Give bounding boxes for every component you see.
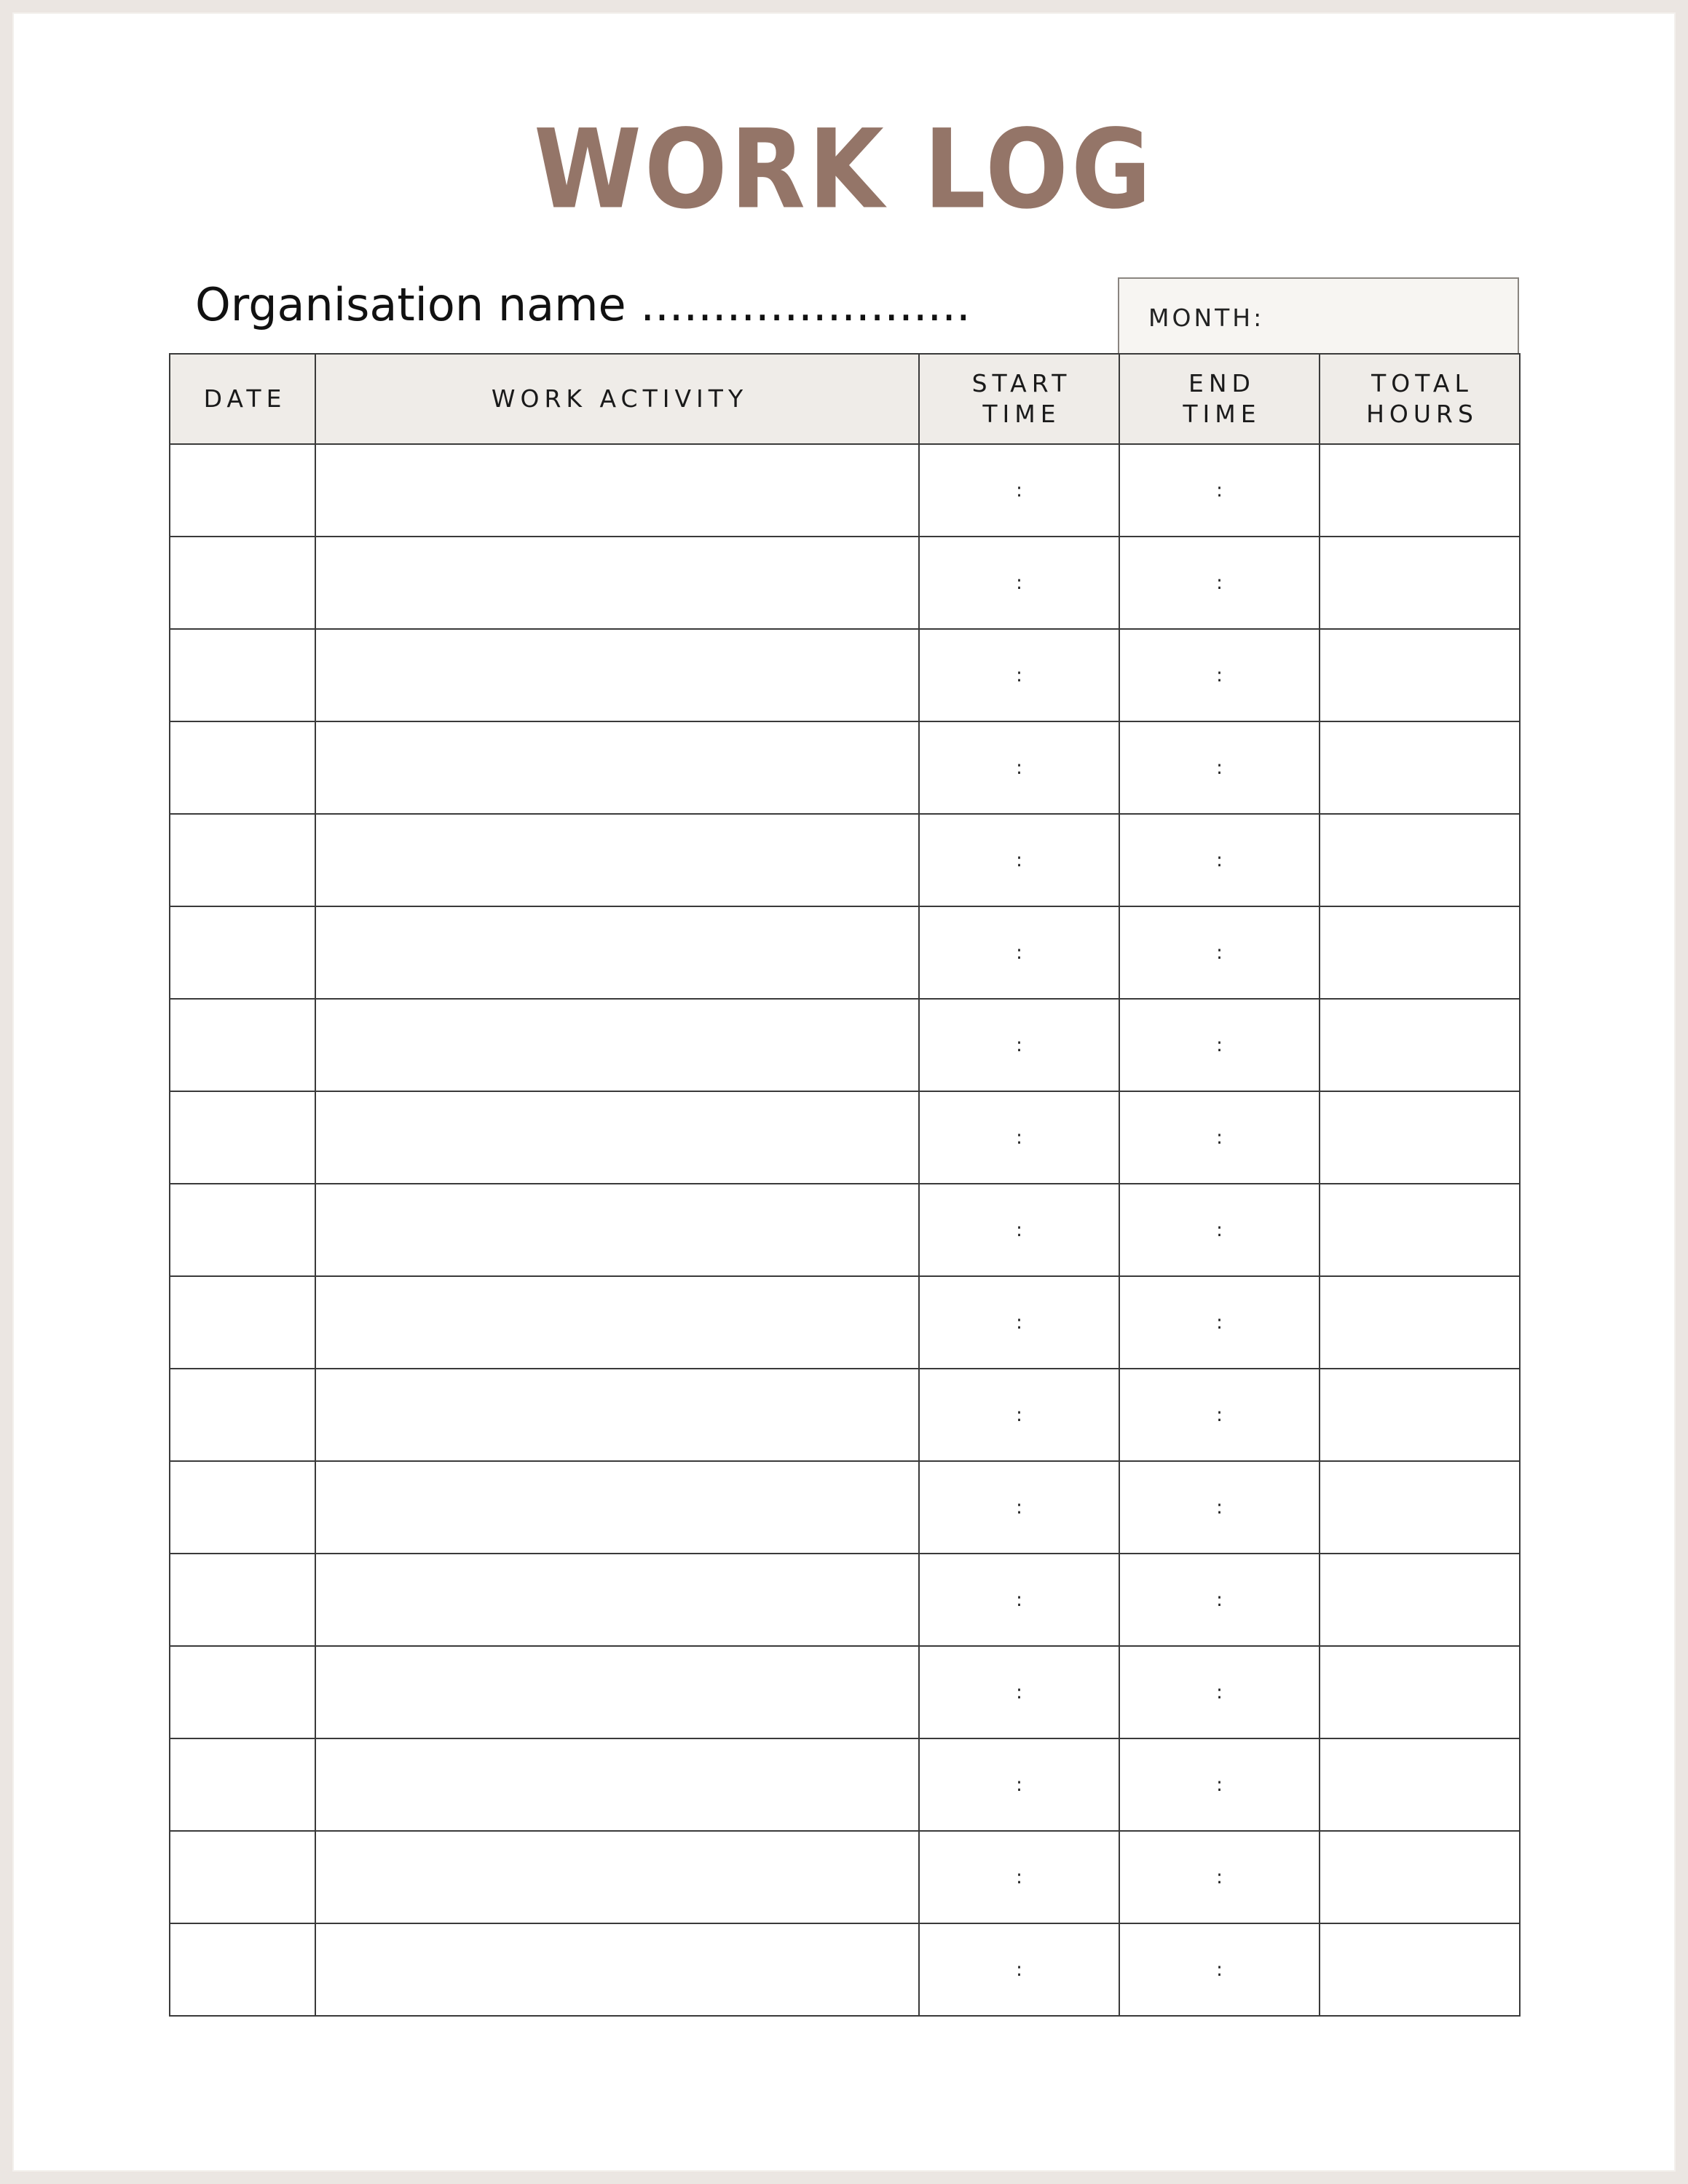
end-time-cell[interactable] (1119, 1184, 1320, 1276)
date-cell[interactable] (170, 1369, 315, 1461)
time-separator: : (1016, 1773, 1022, 1796)
table-row (170, 1461, 1520, 1554)
time-separator: : (1216, 1404, 1223, 1426)
time-separator: : (1016, 1958, 1022, 1981)
table-row (170, 537, 1520, 629)
date-cell[interactable] (170, 1091, 315, 1184)
table-header-row (170, 354, 1520, 444)
start-time-cell[interactable] (919, 1554, 1119, 1646)
work-activity-cell[interactable] (315, 1923, 919, 2016)
time-separator: : (1216, 571, 1223, 594)
work-activity-cell[interactable] (315, 629, 919, 721)
work-activity-cell[interactable] (315, 1184, 919, 1276)
work-activity-cell[interactable] (315, 1831, 919, 1923)
table-body (170, 444, 1520, 2016)
time-separator: : (1016, 1034, 1022, 1056)
time-separator: : (1016, 664, 1022, 687)
time-separator: : (1016, 756, 1022, 779)
total-hours-cell[interactable] (1320, 1923, 1520, 2016)
start-time-cell[interactable] (919, 629, 1119, 721)
time-separator: : (1016, 1496, 1022, 1519)
time-separator: : (1216, 1681, 1223, 1704)
table-row (170, 1276, 1520, 1369)
work-activity-cell[interactable] (315, 1276, 919, 1369)
total-hours-cell[interactable] (1320, 999, 1520, 1091)
end-time-cell[interactable] (1119, 1461, 1320, 1554)
time-separator: : (1016, 1126, 1022, 1149)
start-time-cell[interactable] (919, 999, 1119, 1091)
total-hours-cell[interactable] (1320, 1646, 1520, 1738)
time-separator: : (1216, 1866, 1223, 1888)
date-cell[interactable] (170, 1184, 315, 1276)
time-separator: : (1216, 1219, 1223, 1241)
time-separator: : (1216, 1496, 1223, 1519)
end-time-cell[interactable] (1119, 1646, 1320, 1738)
date-cell[interactable] (170, 721, 315, 814)
work-activity-cell[interactable] (315, 1091, 919, 1184)
total-hours-cell[interactable] (1320, 1184, 1520, 1276)
start-time-cell[interactable] (919, 1923, 1119, 2016)
start-time-cell[interactable] (919, 444, 1119, 537)
end-time-cell[interactable] (1119, 721, 1320, 814)
work-activity-cell[interactable] (315, 906, 919, 999)
end-time-cell[interactable] (1119, 1369, 1320, 1461)
table-row (170, 721, 1520, 814)
start-time-cell[interactable] (919, 1831, 1119, 1923)
date-cell[interactable] (170, 537, 315, 629)
table-row (170, 444, 1520, 537)
time-separator: : (1216, 664, 1223, 687)
total-hours-cell[interactable] (1320, 906, 1520, 999)
total-hours-cell[interactable] (1320, 629, 1520, 721)
table-row (170, 1554, 1520, 1646)
date-cell[interactable] (170, 629, 315, 721)
end-time-cell[interactable] (1119, 906, 1320, 999)
total-hours-cell[interactable] (1320, 537, 1520, 629)
date-cell[interactable] (170, 444, 315, 537)
month-label: MONTH: (1148, 304, 1265, 332)
total-hours-cell[interactable] (1320, 1091, 1520, 1184)
start-time-cell[interactable] (919, 1461, 1119, 1554)
table-row (170, 1831, 1520, 1923)
time-separator: : (1016, 1219, 1022, 1241)
column-header-start-time: START TIME (919, 354, 1119, 444)
end-time-cell[interactable] (1119, 444, 1320, 537)
end-time-cell[interactable] (1119, 1554, 1320, 1646)
date-cell[interactable] (170, 1923, 315, 2016)
start-time-cell[interactable] (919, 1184, 1119, 1276)
table-row (170, 1091, 1520, 1184)
time-separator: : (1216, 941, 1223, 964)
date-cell[interactable] (170, 1831, 315, 1923)
end-time-cell[interactable] (1119, 537, 1320, 629)
date-cell[interactable] (170, 999, 315, 1091)
time-separator: : (1216, 1034, 1223, 1056)
time-separator: : (1216, 1588, 1223, 1611)
end-time-cell[interactable] (1119, 1276, 1320, 1369)
date-cell[interactable] (170, 1461, 315, 1554)
table-row (170, 1738, 1520, 1831)
date-cell[interactable] (170, 814, 315, 906)
total-hours-cell[interactable] (1320, 444, 1520, 537)
work-activity-cell[interactable] (315, 444, 919, 537)
start-time-cell[interactable] (919, 814, 1119, 906)
total-hours-cell[interactable] (1320, 1461, 1520, 1554)
start-time-cell[interactable] (919, 537, 1119, 629)
column-header-work-activity: WORK ACTIVITY (315, 354, 919, 444)
total-hours-cell[interactable] (1320, 1738, 1520, 1831)
total-hours-cell[interactable] (1320, 1369, 1520, 1461)
date-cell[interactable] (170, 1646, 315, 1738)
work-activity-cell[interactable] (315, 814, 919, 906)
time-separator: : (1016, 571, 1022, 594)
end-time-cell[interactable] (1119, 1923, 1320, 2016)
work-activity-cell[interactable] (315, 721, 919, 814)
start-time-cell[interactable] (919, 1369, 1119, 1461)
end-time-cell[interactable] (1119, 814, 1320, 906)
page-title: WORK LOG (534, 106, 1154, 234)
column-header-date: DATE (170, 354, 315, 444)
end-time-cell[interactable] (1119, 999, 1320, 1091)
table-row (170, 1923, 1520, 2016)
time-separator: : (1016, 941, 1022, 964)
work-activity-cell[interactable] (315, 1738, 919, 1831)
work-activity-cell[interactable] (315, 1646, 919, 1738)
work-activity-cell[interactable] (315, 1461, 919, 1554)
work-activity-cell[interactable] (315, 1369, 919, 1461)
time-separator: : (1016, 1311, 1022, 1334)
date-cell[interactable] (170, 1554, 315, 1646)
table-row (170, 999, 1520, 1091)
end-time-cell[interactable] (1119, 1831, 1320, 1923)
table-row (170, 629, 1520, 721)
total-hours-cell[interactable] (1320, 721, 1520, 814)
work-activity-cell[interactable] (315, 537, 919, 629)
time-separator: : (1016, 1866, 1022, 1888)
time-separator: : (1216, 1311, 1223, 1334)
table-row (170, 814, 1520, 906)
time-separator: : (1016, 479, 1022, 502)
time-separator: : (1216, 849, 1223, 871)
table-row (170, 1646, 1520, 1738)
column-header-end-time: END TIME (1119, 354, 1320, 444)
date-cell[interactable] (170, 906, 315, 999)
total-hours-cell[interactable] (1320, 1276, 1520, 1369)
time-separator: : (1216, 1773, 1223, 1796)
start-time-cell[interactable] (919, 1276, 1119, 1369)
column-header-total-hours: TOTAL HOURS (1320, 354, 1520, 444)
work-activity-cell[interactable] (315, 1554, 919, 1646)
work-log-table (169, 353, 1521, 2017)
start-time-cell[interactable] (919, 1738, 1119, 1831)
work-activity-cell[interactable] (315, 999, 919, 1091)
date-cell[interactable] (170, 1276, 315, 1369)
table-row (170, 1369, 1520, 1461)
month-field (1118, 277, 1519, 355)
table-row (170, 906, 1520, 999)
start-time-cell[interactable] (919, 721, 1119, 814)
total-hours-cell[interactable] (1320, 1554, 1520, 1646)
start-time-cell[interactable] (919, 1646, 1119, 1738)
date-cell[interactable] (170, 1738, 315, 1831)
table-row (170, 1184, 1520, 1276)
organisation-name-field: Organisation name ....................... (195, 278, 971, 331)
total-hours-cell[interactable] (1320, 814, 1520, 906)
time-separator: : (1016, 1588, 1022, 1611)
time-separator: : (1216, 1126, 1223, 1149)
time-separator: : (1216, 479, 1223, 502)
time-separator: : (1016, 849, 1022, 871)
time-separator: : (1216, 756, 1223, 779)
start-time-cell[interactable] (919, 906, 1119, 999)
end-time-cell[interactable] (1119, 629, 1320, 721)
total-hours-cell[interactable] (1320, 1831, 1520, 1923)
end-time-cell[interactable] (1119, 1091, 1320, 1184)
end-time-cell[interactable] (1119, 1738, 1320, 1831)
time-separator: : (1016, 1681, 1022, 1704)
start-time-cell[interactable] (919, 1091, 1119, 1184)
time-separator: : (1016, 1404, 1022, 1426)
time-separator: : (1216, 1958, 1223, 1981)
